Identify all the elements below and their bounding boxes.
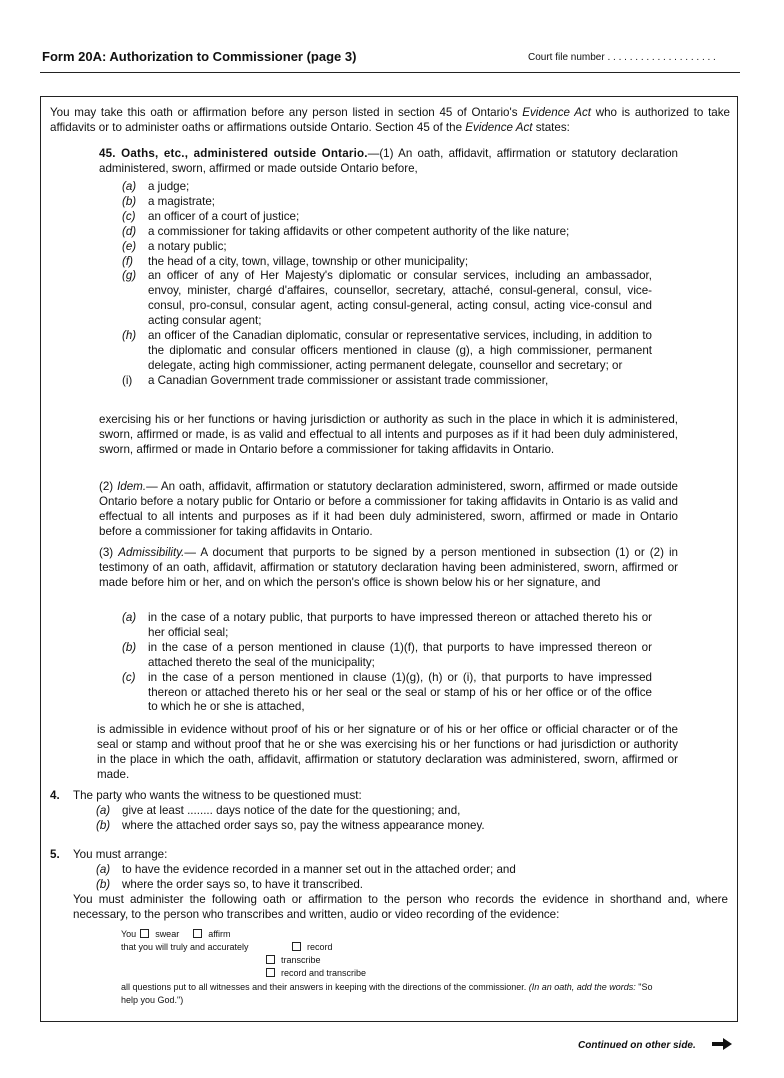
adm-clause-a: (a) in the case of a notary public, that purports to have impressed thereon or attached thereto his or her official seal; [122,611,652,639]
section-45-closing: exercising his or her functions or having jurisdiction or authority as such in the place in which it is administered, sworn, affirmed or made, is as valid and effectual to all intents and purposes as if it had been duly administered, sworn, affirmed or made in Ontario before a commissioner for taking affidavits in Ontario. [99,413,678,456]
clause-i: (i) a Canadian Government trade commissioner or assistant trade commissioner, [122,373,549,387]
clause-c: (c) an officer of a court of justice; [122,209,300,223]
header-divider [40,72,740,73]
adm-clause-b: (b) in the case of a person mentioned in clause (1)(f), that purports to have impressed thereon or attached thereto the seal of the municipality; [122,640,652,669]
record-option: record [288,941,333,954]
item-5-b: (b) where the order says so, to have it transcribed. [96,877,364,891]
clause-b: (b) a magistrate; [122,194,216,208]
transcribe-checkbox[interactable] [266,955,275,964]
swear-checkbox[interactable] [140,929,149,938]
item-4-b: (b) where the attached order says so, pay the witness appearance money. [96,818,485,832]
clause-g: (g) an officer of any of Her Majesty's diplomatic or consular services, including an ambassador, envoy, minister, chargé d'affaires, counsellor, secretary, attaché, consul-general, consul, vice-consul, pro-consul, consular agent, acting consul-general, acting consul, acting vice-consul and acting consular agent; [122,269,652,328]
admissibility-paragraph: (3) Admissibility.— A document that purports to be signed by a person mentioned in subsection (1) or (2) in testimony of an oath, affidavit, affirmation or statutory declaration having been administered, sworn, affirmed or made before him or her, and on which the person's office is shown below his or her signature, and [99,546,678,589]
item-4-list [96,804,696,834]
item-5-number: 5. [50,848,60,861]
oath-closing: all questions put to all witnesses and their answers in keeping with the directions of the commissioner. (In an oath, add the words: "So help you God.") [121,982,653,1005]
section-45-paragraph: 45. Oaths, etc., administered outside Ontario.—(1) An oath, affidavit, affirmation or statutory declaration administered, sworn, affirmed or made outside Ontario before, [99,147,678,175]
item-4-a: (a) give at least ........ days notice of the date for the questioning; and, [96,804,461,817]
intro-paragraph: You may take this oath or affirmation before any person listed in section 45 of Ontario's Evidence Act who is authorized to take affidavits or to administer oaths or affirmations outside Ontario. Section 45 of the Evidence Act states: [50,106,730,134]
admissibility-closing: is admissible in evidence without proof of his or her signature or of his or her office or official character or of the seal or stamp and without proof that he or she was exercising his or her functions or had jurisdiction or authority in the place in which the oath, affidavit, affirmation or statutory declaration was administered, sworn, affirmed or made. [97,723,678,781]
clause-d: (d) a commissioner for taking affidavits or other competent authority of the like nature; [122,224,570,238]
section-45-title: 45. Oaths, etc., administered outside Ontario. [99,147,368,160]
record-and-transcribe-checkbox[interactable] [266,968,275,977]
clause-h: (h) an officer of the Canadian diplomatic, consular or representative services, including, in addition to the diplomatic and consular officers mentioned in clause (g), a high commissioner, permanent delegate, acting high commissioner, acting permanent delegate, counsellor and secretary; or [122,329,652,372]
item-5-text: You must arrange: [73,848,168,861]
record-and-transcribe-option: record and transcribe [262,967,366,980]
clause-f: (f) the head of a city, town, village, township or other municipality; [122,254,469,268]
item-5-a: (a) to have the evidence recorded in a manner set out in the attached order; and [96,863,516,876]
transcribe-option: transcribe [262,954,321,967]
admissibility-title: Admissibility. [118,546,185,559]
form-title: Form 20A: Authorization to Commissioner (page 3) [42,49,357,64]
idem-paragraph: (2) Idem.— An oath, affidavit, affirmation or statutory declaration administered, sworn, affirmed or made outside Ontario before a notary public for Ontario or before a commissioner for taking affidavits in Ontario is as valid and effectual to all intents and purposes as if it had been duly administered, sworn, affirmed or made in Ontario before a commissioner for taking affidavits in Ontario. [99,480,678,538]
continued-note: Continued on other side. [578,1040,696,1051]
affirm-checkbox[interactable] [193,929,202,938]
section-45-clauses [122,180,652,389]
oath-line-1: You swear affirm [121,929,231,939]
record-checkbox[interactable] [292,942,301,951]
clause-e: (e) a notary public; [122,239,227,253]
clause-a: (a) a judge; [122,180,190,193]
idem-title: Idem. [117,480,147,493]
adm-clause-c: (c) in the case of a person mentioned in clause (1)(g), (h) or (i), that purports to have impressed thereon or attached thereto his or her seal or the seal or stamp of his or her office or of the office to which he or she is attached, [122,670,652,714]
evidence-act-ref: Evidence Act [522,106,591,119]
court-file-number-field[interactable]: Court file number . . . . . . . . . . . . . . . . . . . . [528,52,716,63]
admissibility-clauses [122,611,652,715]
item-5-closing: You must administer the following oath or affirmation to the person who records the evidence in shorthand and, where necessary, to the person who transcribes and written, audio or video recording of the evidence: [73,893,728,921]
arrow-right-icon [712,1038,732,1050]
oath-line-2: that you will truly and accurately [121,942,249,952]
item-4-text: The party who wants the witness to be questioned must: [73,789,362,802]
evidence-act-ref: Evidence Act [465,120,533,134]
item-4-number: 4. [50,789,60,802]
item-5-list [96,863,696,893]
